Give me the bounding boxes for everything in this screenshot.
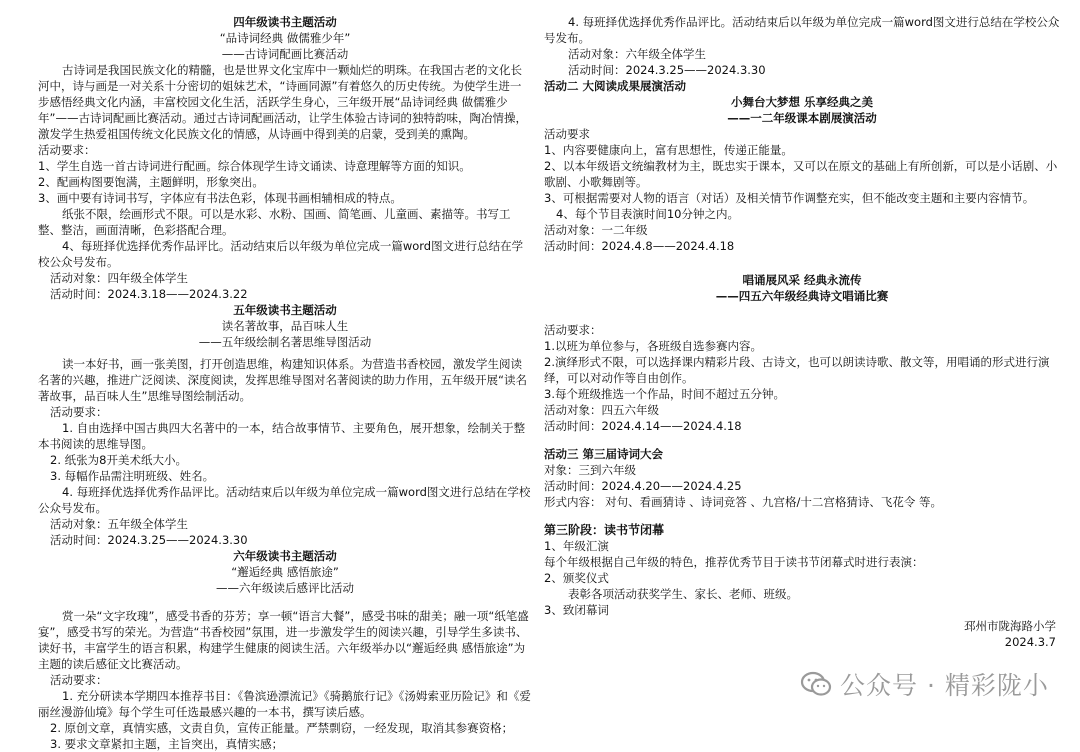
activity3-form: 形式内容： 对句、看画猜诗 、诗词竞答 、九宫格/十二宫格猜诗、飞花令 等。: [544, 495, 942, 509]
stage3-heading: 第三阶段：读书节闭幕: [544, 523, 665, 537]
stage3-item-2: 2、颁奖仪式: [544, 571, 609, 585]
left-column: [38, 14, 532, 752]
grade6-time: 活动时间：2024.3.25——2024.3.30: [568, 63, 766, 77]
wechat-watermark: [800, 666, 1060, 702]
activity2-req-3: 3、可根据需要对人物的语言（对话）及相关情节作调整充实，但不能改变主题和主要内容情节。: [544, 191, 1035, 205]
grade5-subtitle-2: ——五年级绘制名著思维导图活动: [198, 335, 372, 349]
grade6-req-1: 1. 充分研读本学期四本推荐书目：《鲁滨逊漂流记》《骑鹅旅行记》《汤姆索亚历险记》和《爱丽丝漫游仙境》每个学生可任选最感兴趣的一本书，撰写读后感。: [38, 689, 531, 719]
grade5-intro: 读一本好书，画一张美图，打开创造思维，构建知识体系。为营造书香校园，激发学生阅读名著的兴趣，推进广泛阅读、深度阅读，发挥思维导图对名著阅读的助力作用，五年级开展“读名著故事，品百味人生”思维导图绘制活动。: [38, 357, 527, 403]
activity2-time: 活动时间：2024.4.8——2024.4.18: [544, 239, 735, 253]
grade5-subtitle: 读名著故事，品百味人生: [221, 319, 349, 333]
recital-time: 活动时间：2024.4.14——2024.4.18: [544, 419, 742, 433]
activity2-req-1: 1、内容要健康向上，富有思想性，传递正能量。: [544, 143, 793, 157]
activity3-time: 活动时间：2024.4.20——2024.4.25: [544, 479, 742, 493]
grade5-title: 五年级读书主题活动: [233, 303, 337, 317]
recital-req-1: 1.以班为单位参与，各班级自选参赛内容。: [544, 339, 762, 353]
grade4-title: 四年级读书主题活动: [233, 15, 337, 29]
grade6-object: 活动对象：六年级全体学生: [568, 47, 706, 61]
grade6-req-2: 2. 原创文章，真情实感，文责自负，宣传正能量。严禁剽窃，一经发现，取消其参赛资格；: [50, 721, 514, 735]
grade5-time: 活动时间：2024.3.25——2024.3.30: [50, 533, 248, 547]
grade4-req-4: 4、每班择优选择优秀作品评比。活动结束后以年级为单位完成一篇word图文进行总结在学校公众号发布。: [38, 239, 524, 269]
activity2-subtitle: ——一二年级课本剧展演活动: [727, 111, 877, 125]
recital-req-label: 活动要求：: [544, 323, 602, 337]
activity3-object: 对象：三到六年级: [544, 463, 636, 477]
grade4-req-label: 活动要求：: [38, 143, 96, 157]
activity2-req-label: 活动要求: [544, 127, 590, 141]
school-name: 邳州市陇海路小学: [964, 619, 1056, 633]
stage3-item-1-desc: 每个年级根据自己年级的特色，推荐优秀节目于读书节闭幕式时进行表演：: [544, 555, 924, 569]
grade5-object: 活动对象：五年级全体学生: [50, 517, 188, 531]
stage3-item-1: 1、年级汇演: [544, 539, 609, 553]
recital-req-2: 2.演绎形式不限，可以选择课内精彩片段、古诗文，也可以朗读诗歌、散文等，用唱诵的形式进行演绎，可以对动作等自由创作。: [544, 355, 1050, 385]
recital-subtitle: ——四五六年级经典诗文唱诵比赛: [715, 289, 889, 303]
grade4-req-1: 1、学生自选一首古诗词进行配画。综合体现学生诗文诵读、诗意理解等方面的知识。: [38, 159, 471, 173]
recital-req-3: 3.每个班级推选一个作品，时间不超过五分钟。: [544, 387, 785, 401]
grade4-time: 活动时间：2024.3.18——2024.3.22: [50, 287, 248, 301]
grade4-req-paper: 纸张不限，绘画形式不限。可以是水彩、水粉、国画、简笔画、儿童画、素描等。书写工整、整洁，画面清晰，色彩搭配合理。: [38, 207, 511, 237]
right-column: [544, 14, 1060, 650]
wechat-logo-icon: [800, 670, 832, 698]
grade5-req-1: 1. 自由选择中国古典四大名著中的一本，结合故事情节、主要角色，展开想象，绘制关于整本书阅读的思维导图。: [38, 421, 526, 451]
activity2-req-2: 2、以本年级语文统编教材为主，既忠实于课本，又可以在原文的基础上有所创新，可以是小话剧、小歌剧、小歌舞剧等。: [544, 159, 1058, 189]
grade4-object: 活动对象：四年级全体学生: [50, 271, 188, 285]
recital-title: 唱诵展风采 经典永流传: [742, 273, 862, 287]
grade5-req-label: 活动要求：: [50, 405, 108, 419]
watermark-text: 公众号 · 精彩陇小: [840, 671, 1049, 700]
grade6-subtitle-2: ——六年级读后感评比活动: [216, 581, 354, 595]
grade5-req-3: 3. 每幅作品需注明班级、姓名。: [50, 469, 215, 483]
activity2-title: 小舞台大梦想 乐享经典之美: [730, 95, 873, 109]
stage3-item-2-desc: 表彰各项活动获奖学生、家长、老师、班级。: [568, 587, 798, 601]
grade5-req-2: 2. 纸张为8开美术纸大小。: [50, 453, 187, 467]
grade4-intro: 古诗词是我国民族文化的精髓，也是世界文化宝库中一颗灿烂的明珠。在我国古老的文化长河中，诗与画是一对关系十分密切的姐妹艺术，“诗画同源”有着悠久的历史传统。为使学生进一步感悟经典文化内涵，丰富校园文化生活，活跃学生身心，三年级开展“品诗词经典 做儒雅少年”——古诗词配画比赛活动。通过古诗词配画活动，让学生体验古诗词的独特韵味，陶冶情操，激发学生热爱祖国传统文化民族文化的情感，从诗画中得到美的启蒙，受到美的熏陶。: [38, 63, 527, 141]
activity3-heading: 活动三 第三届诗词大会: [544, 447, 664, 461]
activity2-req-4: 4、每个节目表演时间10分钟之内。: [556, 207, 739, 221]
recital-object: 活动对象：四五六年级: [544, 403, 659, 417]
grade4-subtitle-2: ——古诗词配画比赛活动: [221, 47, 349, 61]
activity2-object: 活动对象：一二年级: [544, 223, 648, 237]
grade6-subtitle: “邂逅经典 感悟旅途”: [231, 565, 339, 579]
grade6-req-label: 活动要求：: [50, 673, 108, 687]
grade6-title: 六年级读书主题活动: [233, 549, 337, 563]
document-date: 2024.3.7: [1004, 635, 1056, 649]
grade6-req-4: 4. 每班择优选择优秀作品评比。活动结束后以年级为单位完成一篇word图文进行总结在学校公众号发布。: [544, 15, 1060, 45]
grade4-subtitle: “品诗词经典 做儒雅少年”: [219, 31, 351, 45]
grade4-req-3: 3、画中要有诗词书写，字体应有书法色彩，体现书画相辅相成的特点。: [38, 191, 402, 205]
grade4-req-2: 2、配画构图要饱满，主题鲜明，形象突出。: [38, 175, 264, 189]
grade5-req-4: 4. 每班择优选择优秀作品评比。活动结束后以年级为单位完成一篇word图文进行总结在学校公众号发布。: [38, 485, 531, 515]
grade6-req-3: 3. 要求文章紧扣主题，主旨突出，真情实感；: [50, 737, 284, 751]
activity2-heading: 活动二 大阅读成果展演活动: [544, 79, 687, 93]
stage3-item-3: 3、致闭幕词: [544, 603, 609, 617]
grade6-intro: 赏一朵“文字玫瑰”，感受书香的芬芳；享一顿“语言大餐”，感受书味的甜美；融一项“纸笔盛宴”，感受书写的荣光。为营造“书香校园”氛围，进一步激发学生的阅读兴趣，引导学生多读书、读好书，丰富学生的语言积累，构建学生健康的阅读生活。六年级举办以“邂逅经典 感悟旅途”为主题的读后感征文比赛活动。: [38, 609, 529, 671]
